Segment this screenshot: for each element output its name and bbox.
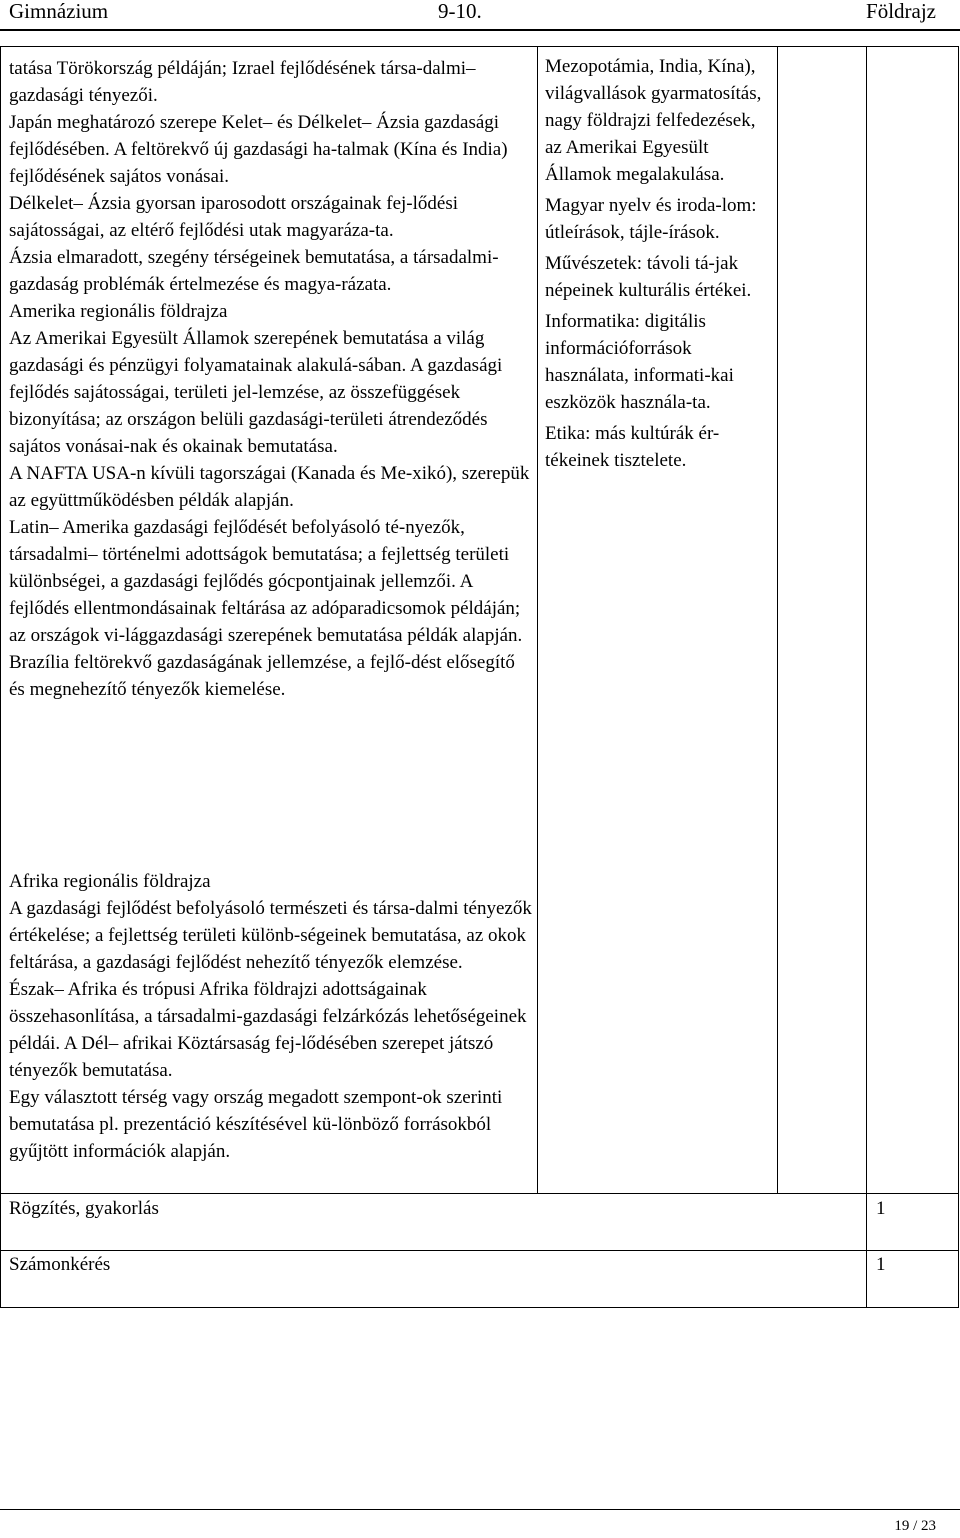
main-content	[9, 55, 534, 703]
page-number: 19 / 23	[894, 1518, 936, 1534]
paragraph-japan: Japán meghatározó szerepe Kelet– és Délkelet– Ázsia gazdasági fejlődésében. A feltörekvő új gazdasági ha-talmak (Kína és India) fejlődésének sajátos vonásai.	[9, 112, 508, 187]
table-border-top	[0, 46, 959, 47]
paragraph-poor-regions: Ázsia elmaradott, szegény térségeinek bemutatása, a társadalmi-gazdaság problémák értelmezése és magya-rázata.	[9, 247, 499, 295]
connection-history: Mezopotámia, India, Kína), világvallások gyarmatosítás, nagy földrajzi felfedezések, az Amerikai Egyesült Államok megalakulása.	[545, 56, 762, 185]
paragraph-latin-america: Latin– Amerika gazdasági fejlődését befolyásoló té-nyezők, társadalmi– történelmi adottságok bemutatása; a fejlettség területi különbségei, a gazdasági fejlődés gócpontjainak jellemzői. A fejlődés ellentmondásainak feltárása az adóparadicsomok példáján; az országok vi-lággazdasági szerepének bemutatása példák alapján.	[9, 517, 523, 646]
paragraph-southeast-asia: Délkelet– Ázsia gyorsan iparosodott országainak fej-lődési sajátosságai, az eltérő fejlődési utak magyaráza-ta.	[9, 193, 458, 241]
section-title-america: Amerika regionális földrajza	[9, 301, 228, 322]
section-title-africa: Afrika regionális földrajza	[9, 871, 211, 892]
paragraph-africa-factors: A gazdasági fejlődést befolyásoló természeti és társa-dalmi tényezők értékelése; a fejlettség területi különb-ségeinek bemutatása, az okok feltárása, a gazdasági fejlődést nehezítő tényezők elemzése.	[9, 898, 532, 973]
paragraph-north-tropical-africa: Észak– Afrika és trópusi Afrika földrajzi adottságainak összehasonlítása, a társadalmi-gazdasági felzárkózás lehetőségeinek példái. A Dél– afrikai Köztársaság fej-lődésében szerepet játszó tényezők bemutatása.	[9, 979, 527, 1081]
header-grade: 9-10.	[438, 0, 482, 23]
row-label-practice: Rögzítés, gyakorlás	[9, 1198, 159, 1219]
paragraph-turkey-israel: tatása Törökország példáján; Izrael fejlődésének társa-dalmi– gazdasági tényezői.	[9, 58, 476, 106]
paragraph-brazil: Brazília feltörekvő gazdaságának jellemzése, a fejlő-dést elősegítő és megnehezítő tényezők kiemelése.	[9, 652, 515, 700]
row-hours-assessment: 1	[876, 1254, 886, 1275]
table-row-divider-1	[0, 1193, 959, 1194]
connection-ethics: Etika: más kultúrák ér-tékeinek tisztelete.	[545, 423, 720, 471]
table-border-bottom	[0, 1307, 959, 1308]
row-hours-practice: 1	[876, 1198, 886, 1219]
table-border-right	[958, 46, 959, 1308]
table-col-divider-3	[866, 46, 867, 1308]
row-label-assessment: Számonkérés	[9, 1254, 111, 1275]
table-border-left	[0, 46, 1, 1308]
paragraph-nafta: A NAFTA USA-n kívüli tagországai (Kanada és Me-xikó), szerepük az együttműködésben példák alapján.	[9, 463, 530, 511]
connection-informatics: Informatika: digitális információforrások használata, informati-kai eszközök használa-ta.	[545, 311, 734, 413]
header-subject: Földrajz	[866, 0, 936, 23]
table-col-divider-2	[777, 46, 778, 1194]
connection-literature: Magyar nyelv és iroda-lom: útleírások, tájle-írások.	[545, 195, 757, 243]
paragraph-usa: Az Amerikai Egyesült Államok szerepének bemutatása a világ gazdasági és pénzügyi folyamatainak alakulá-sában. A gazdasági fejlődés sajátosságai, területi jel-lemzése, az összefüggések bizonyítása; az országon belüli gazdasági-területi átrendeződés sajátos vonásai-nak és okainak bemutatása.	[9, 328, 503, 457]
connection-arts: Művészetek: távoli tá-jak népeinek kulturális értékei.	[545, 253, 752, 301]
africa-content	[9, 868, 534, 1165]
connections-column	[545, 53, 775, 474]
table-col-divider-1	[537, 46, 538, 1194]
paragraph-chosen-region: Egy választott térség vagy ország megadott szempont-ok szerinti bemutatása pl. prezentáció készítésével kü-lönböző forrásokból gyűjtött információk alapján.	[9, 1087, 503, 1162]
header-school: Gimnázium	[9, 0, 109, 23]
footer-divider	[0, 1509, 960, 1510]
table-row-divider-2	[0, 1250, 959, 1251]
header-divider	[0, 29, 960, 31]
